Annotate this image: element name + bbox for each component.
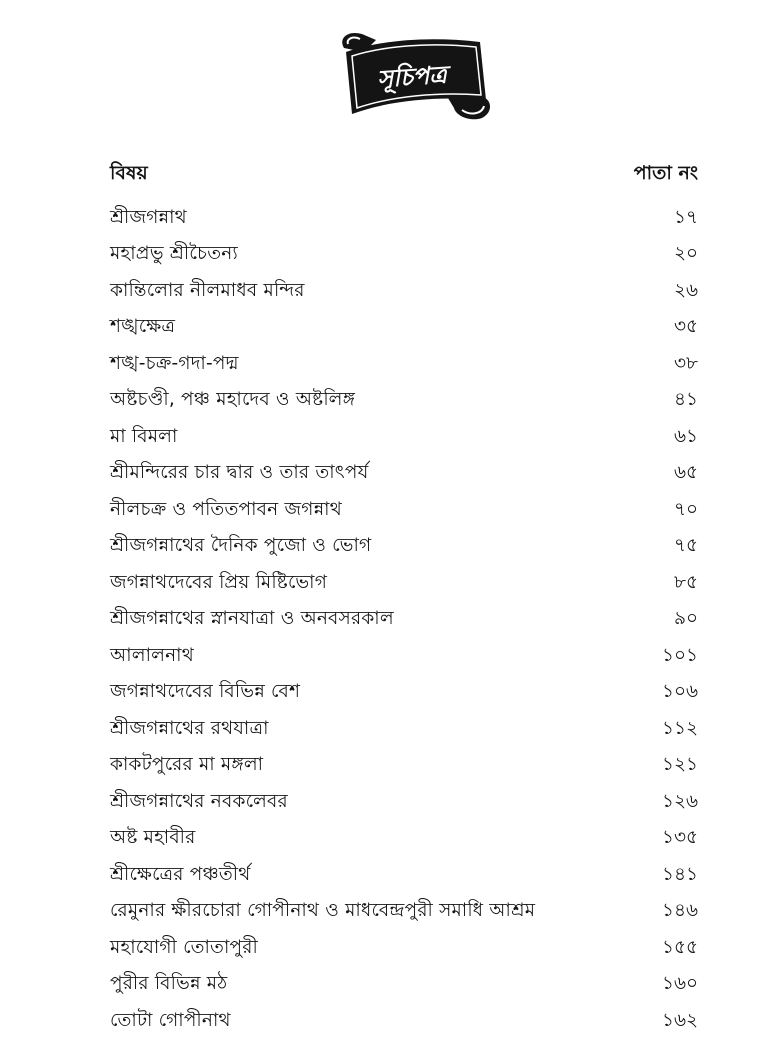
toc-entry — [110, 346, 698, 383]
toc-entry — [110, 967, 698, 1004]
toc-entry — [110, 200, 698, 237]
toc-entry-title: শ্রীজগন্নাথের দৈনিক পুজো ও ভোগ — [110, 535, 372, 557]
toc-entry-title: শ্রীজগন্নাথের রথযাত্রা — [110, 717, 269, 739]
page-column-header: পাতা নং — [633, 162, 698, 184]
toc-entry-page: ১৬২ — [661, 1009, 698, 1031]
toc-entry-page: ১৫৫ — [661, 936, 698, 958]
toc-entry — [110, 857, 698, 894]
toc-entry-title: জগন্নাথদেবের বিভিন্ন বেশ — [110, 681, 301, 703]
toc-entry-title: শঙ্খ-চক্র-গদা-পদ্ম — [110, 352, 239, 374]
toc-entry-title: কাকটপুরের মা মঙ্গলা — [110, 754, 264, 776]
toc-entry — [110, 565, 698, 602]
toc-entry-page: ১২৬ — [661, 790, 698, 812]
page-title: সূচিপত্র — [376, 60, 448, 94]
toc-entry-title: আলালনাথ — [110, 644, 194, 666]
toc-entry-title: মহাপ্রভু শ্রীচৈতন্য — [110, 243, 238, 265]
toc-entry — [110, 930, 698, 967]
toc-entry-page: ৬৫ — [673, 462, 698, 484]
table-of-contents — [110, 200, 698, 1040]
toc-entry-title: শ্রীক্ষেত্রের পঞ্চতীর্থ — [110, 863, 251, 885]
toc-entry-page: ৭০ — [673, 498, 698, 520]
toc-header — [110, 158, 698, 192]
toc-entry-page: ১২১ — [661, 754, 698, 776]
toc-entry-title: মা বিমলা — [110, 425, 178, 447]
toc-entry-page: ১০৬ — [661, 681, 698, 703]
toc-entry-page: ১১২ — [661, 717, 698, 739]
toc-entry — [110, 711, 698, 748]
toc-entry-title: শঙ্খক্ষেত্র — [110, 316, 176, 338]
toc-entry-title: তোটা গোপীনাথ — [110, 1009, 231, 1031]
toc-entry-title: শ্রীজগন্নাথের স্নানযাত্রা ও অনবসরকাল — [110, 608, 394, 630]
toc-entry — [110, 237, 698, 274]
toc-entry — [110, 419, 698, 456]
toc-entry-page: ১৬০ — [661, 973, 698, 995]
toc-entry-page: ৬১ — [673, 425, 698, 447]
toc-entry-title: অষ্ট মহাবীর — [110, 827, 196, 849]
toc-entry — [110, 602, 698, 639]
toc-entry-page: ৭৫ — [673, 535, 698, 557]
toc-entry-page: ৩৫ — [673, 316, 698, 338]
toc-entry — [110, 1003, 698, 1040]
toc-entry-page: ৯০ — [673, 608, 698, 630]
toc-entry-page: ১৪১ — [661, 863, 698, 885]
toc-entry-page: ১৩৫ — [661, 827, 698, 849]
toc-entry-page: ২০ — [673, 243, 698, 265]
toc-entry-title: নীলচক্র ও পতিতপাবন জগন্নাথ — [110, 498, 342, 520]
toc-entry — [110, 748, 698, 785]
toc-entry — [110, 821, 698, 858]
toc-entry-title: অষ্টচণ্ডী, পঞ্চ মহাদেব ও অষ্টলিঙ্গ — [110, 389, 356, 411]
toc-entry-title: পুরীর বিভিন্ন মঠ — [110, 973, 228, 995]
toc-entry-page: ১০১ — [661, 644, 698, 666]
toc-entry — [110, 310, 698, 347]
toc-entry-title: মহাযোগী তোতাপুরী — [110, 936, 258, 958]
toc-entry — [110, 529, 698, 566]
toc-entry — [110, 456, 698, 493]
toc-entry-page: ২৬ — [673, 279, 698, 301]
toc-entry-title: রেমুনার ক্ষীরচোরা গোপীনাথ ও মাধবেন্দ্রপুরী সমাধি আশ্রম — [110, 900, 536, 922]
toc-entry-title: কান্তিলোর নীলমাধব মন্দির — [110, 279, 305, 301]
toc-entry — [110, 492, 698, 529]
toc-entry-page: ৩৮ — [673, 352, 698, 374]
toc-entry-page: ১৪৬ — [661, 900, 698, 922]
toc-entry-page: ৮৫ — [673, 571, 698, 593]
toc-entry — [110, 638, 698, 675]
topic-column-header: বিষয় — [110, 162, 148, 184]
toc-entry — [110, 273, 698, 310]
toc-entry — [110, 383, 698, 420]
toc-entry-page: ৪১ — [673, 389, 698, 411]
toc-entry-title: শ্রীমন্দিরের চার দ্বার ও তার তাৎপর্য — [110, 462, 369, 484]
toc-entry-title: শ্রীজগন্নাথ — [110, 206, 187, 228]
toc-entry — [110, 675, 698, 712]
toc-entry — [110, 894, 698, 931]
toc-entry — [110, 784, 698, 821]
toc-entry-title: শ্রীজগন্নাথের নবকলেবর — [110, 790, 288, 812]
toc-entry-title: জগন্নাথদেবের প্রিয় মিষ্টিভোগ — [110, 571, 328, 593]
toc-entry-page: ১৭ — [673, 206, 698, 228]
